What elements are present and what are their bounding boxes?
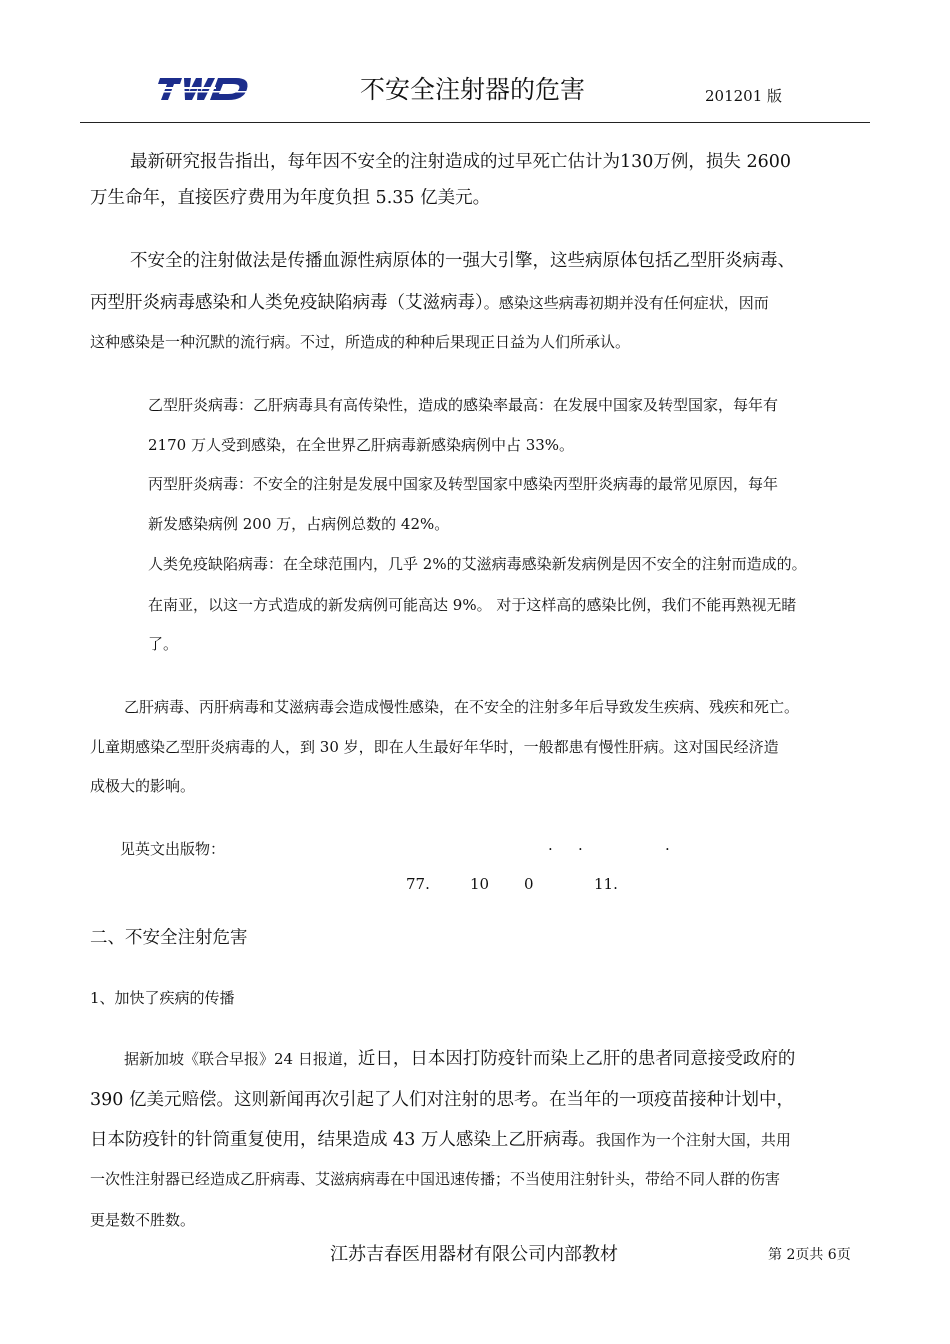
page-number: 第 2页共 6页 [768,1247,851,1263]
hiv-line3: 了。 [148,635,179,653]
hbv-line2: 2170 万人受到感染，在全世界乙肝病毒新感染病例中占 33%。 [148,436,575,454]
para2-line1: 不安全的注射做法是传播血源性病原体的一强大引擎，这些病原体包括乙型肝炎病毒、 [130,251,795,271]
para2-line2 [90,289,769,314]
para2-line3: 这种感染是一种沉默的流行病。不过，所造成的种种后果现正日益为人们所承认。 [90,333,631,351]
news-line2: 390 亿美元赔偿。这则新闻再次引起了人们对注射的思考。在当年的一项疫苗接种计划中， [90,1090,794,1110]
news-line1-b: 近日，日本因打防疫针而染上乙肝的患者同意接受政府的 [357,1049,796,1069]
chronic-line1: 乙肝病毒、丙肝病毒和艾滋病毒会造成慢性感染，在不安全的注射多年后导致发生疾病、残疾和死亡。 [124,698,800,716]
chronic-line2: 儿童期感染乙型肝炎病毒的人，到 30 岁，即在人生最好年华时，一般都患有慢性肝病。这对国民经济造 [90,738,779,756]
company-logo [156,76,252,102]
reference-dot: . [548,836,553,854]
para2-line2-a: 丙型肝炎病毒感染和人类免疫缺陷病毒（艾滋病毒） [90,293,484,313]
reference-label: 见英文出版物： [120,840,226,858]
chronic-line3: 成极大的影响。 [90,777,196,795]
reference-number: 10 [470,875,490,893]
header-divider [80,122,870,123]
news-line4: 一次性注射器已经造成乙肝病毒、艾滋病病毒在中国迅速传播；不当使用注射针头，带给不同人群的伤害 [90,1170,781,1188]
para2-line2-b: 。感染这些病毒初期并没有任何症状，因而 [483,294,769,312]
footer-company: 江苏吉春医用器材有限公司内部教材 [330,1244,618,1265]
news-line5: 更是数不胜数。 [90,1211,196,1229]
hiv-line2: 在南亚，以这一方式造成的新发病例可能高达 9%。 对于这样高的感染比例，我们不能再熟视无睹 [148,596,797,614]
news-line1-a: 据新加坡《联合早报》24 日报道， [124,1050,358,1068]
news-line3-b: 我国作为一个注射大国，共用 [595,1131,791,1149]
hcv-line1: 丙型肝炎病毒：不安全的注射是发展中国家及转型国家中感染丙型肝炎病毒的最常见原因，每年 [148,475,779,493]
news-line3-a: 日本防疫针的针筒重复使用，结果造成 43 万人感染上乙肝病毒。 [90,1130,596,1150]
reference-number: 0 [524,875,534,893]
reference-dot: . [578,836,583,854]
section-heading: 二、不安全注射危害 [90,928,248,948]
reference-number: 77. [406,875,430,893]
reference-number: 11. [594,875,618,893]
hbv-line1: 乙型肝炎病毒：乙肝病毒具有高传染性，造成的感染率最高：在发展中国家及转型国家，每年有 [148,396,779,414]
document-title: 不安全注射器的危害 [360,75,586,104]
news-line1 [124,1045,795,1070]
para1-line1: 最新研究报告指出，每年因不安全的注射造成的过早死亡估计为130万例，损失 2600 [130,152,791,172]
para1-line2: 万生命年，直接医疗费用为年度负担 5.35 亿美元。 [90,188,491,208]
version-label: 201201 版 [705,87,783,105]
hcv-line2: 新发感染病例 200 万，占病例总数的 42%。 [148,515,450,533]
news-line3 [90,1126,791,1151]
subsection-heading: 1、加快了疾病的传播 [90,989,235,1007]
reference-dot: . [665,836,670,854]
hiv-line1: 人类免疫缺陷病毒：在全球范围内，几乎 2%的艾滋病毒感染新发病例是因不安全的注射而造成的。 [148,555,807,573]
